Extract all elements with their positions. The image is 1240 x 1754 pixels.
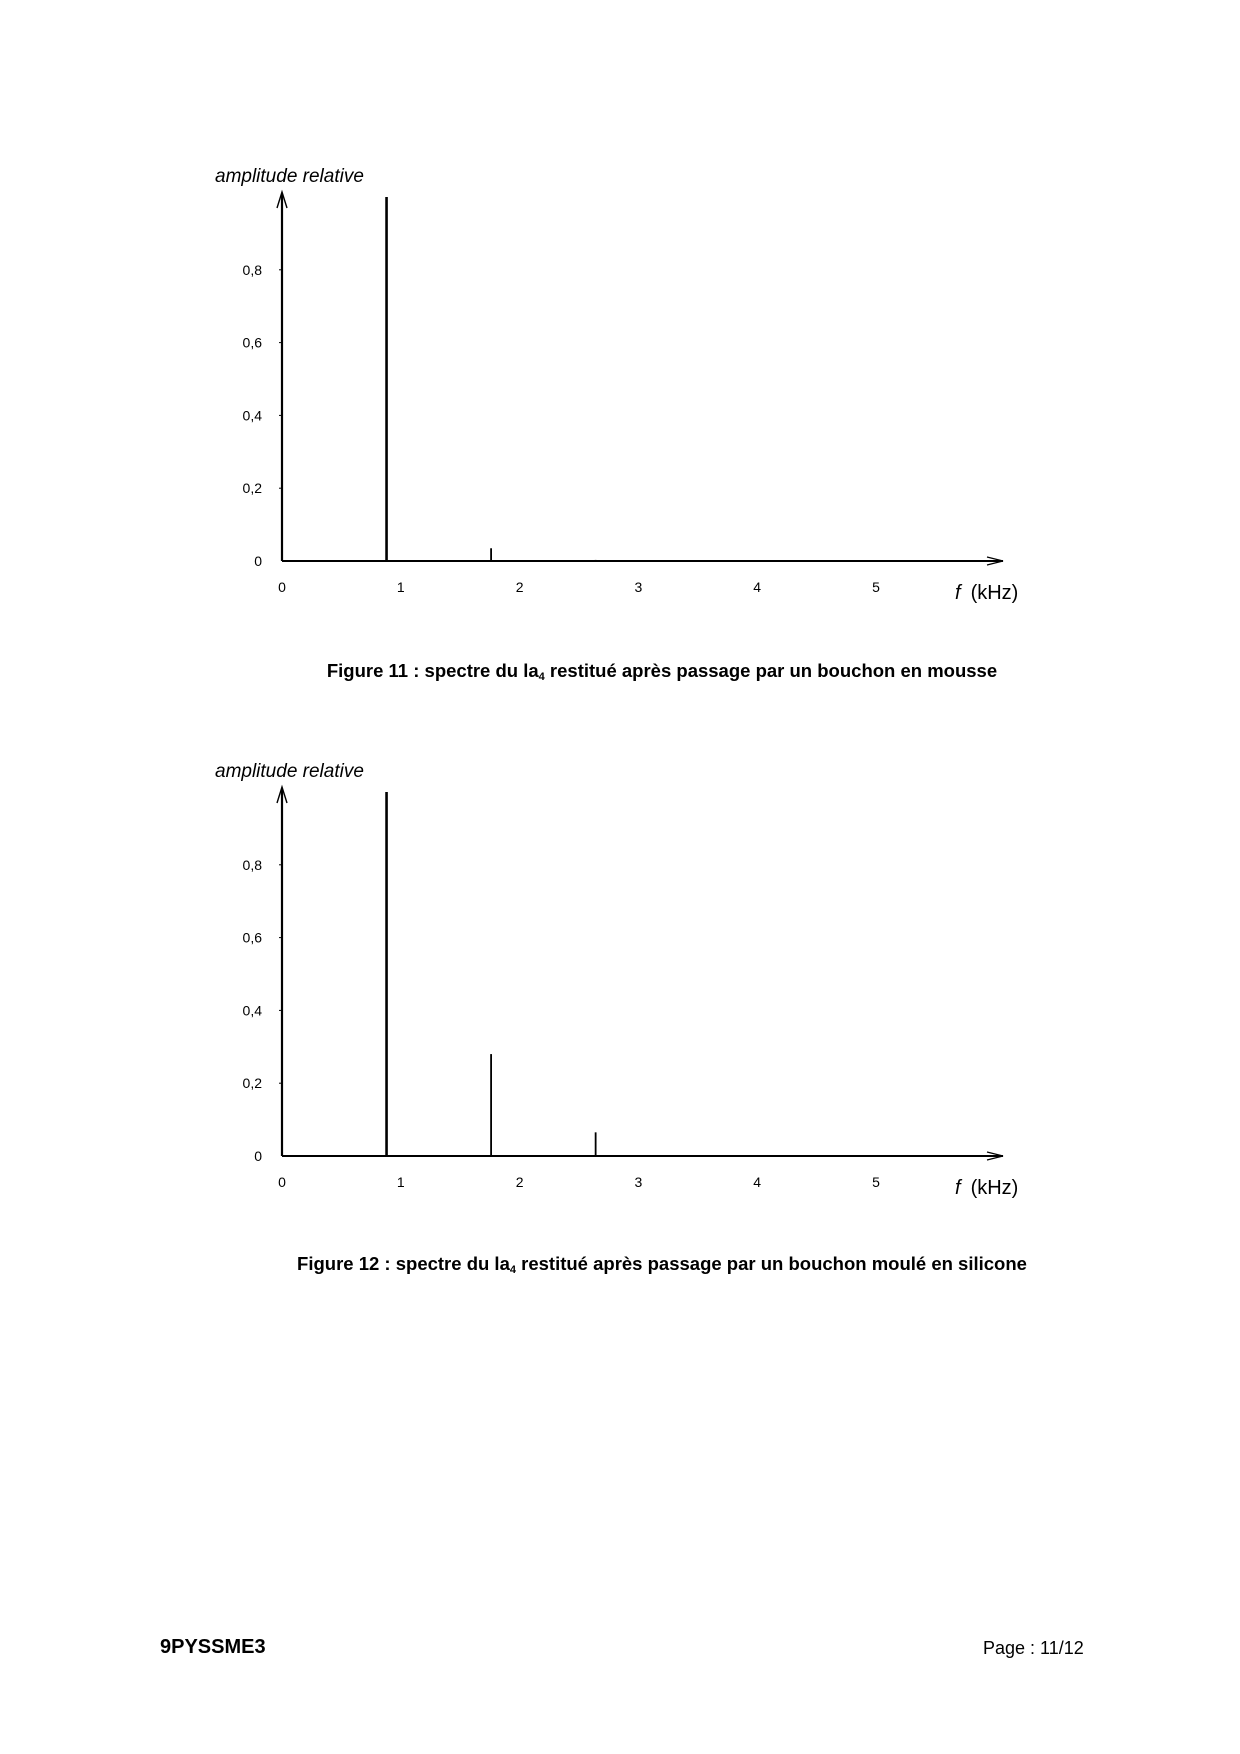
x-axis-label (955, 1177, 1018, 1199)
chart-figure-11 (0, 150, 1240, 620)
y-tick-label: 0,2 (242, 480, 262, 497)
x-axis-unit: (kHz) (970, 582, 1019, 604)
document-code: 9PYSSME3 (160, 1636, 266, 1658)
y-axis-label: amplitude relative (215, 761, 364, 782)
y-tick-label: 0,6 (242, 334, 262, 351)
caption-figure-12: Figure 12 : spectre du $la_4$ restitué après passage par un bouchon moulé en silicone (297, 1253, 1027, 1276)
y-axis-label: amplitude relative (215, 166, 364, 187)
x-axis-unit: (kHz) (970, 1177, 1019, 1199)
x-tick-label: 5 (872, 1174, 880, 1190)
y-tick-label: 0,6 (242, 929, 262, 946)
y-tick-label: 0 (254, 1148, 262, 1164)
x-tick-label: 3 (634, 1174, 643, 1190)
page-number: Page : 11/12 (983, 1638, 1084, 1658)
x-tick-label: 1 (396, 579, 405, 595)
caption-figure-11: Figure 11 : spectre du $la_4$ restitué après passage par un bouchon en mousse (326, 660, 998, 683)
y-tick-label: 0,4 (242, 1002, 262, 1019)
x-tick-label: 4 (753, 579, 762, 595)
x-axis-variable: f (955, 1177, 961, 1199)
x-axis-label (955, 582, 1018, 604)
chart-figure-12 (0, 745, 1240, 1215)
x-tick-label: 2 (515, 579, 524, 595)
x-tick-label: 3 (634, 579, 643, 595)
y-tick-label: 0,4 (242, 407, 262, 424)
x-tick-label: 0 (278, 579, 286, 595)
x-tick-label: 1 (396, 1174, 405, 1190)
x-tick-label: 5 (872, 579, 880, 595)
x-axis-variable: f (955, 582, 961, 604)
y-tick-label: 0 (254, 553, 262, 569)
y-tick-label: 0,8 (242, 261, 262, 278)
x-tick-label: 2 (515, 1174, 524, 1190)
y-tick-label: 0,8 (242, 856, 262, 873)
x-tick-label: 0 (278, 1174, 286, 1190)
x-tick-label: 4 (753, 1174, 762, 1190)
y-tick-label: 0,2 (242, 1075, 262, 1092)
